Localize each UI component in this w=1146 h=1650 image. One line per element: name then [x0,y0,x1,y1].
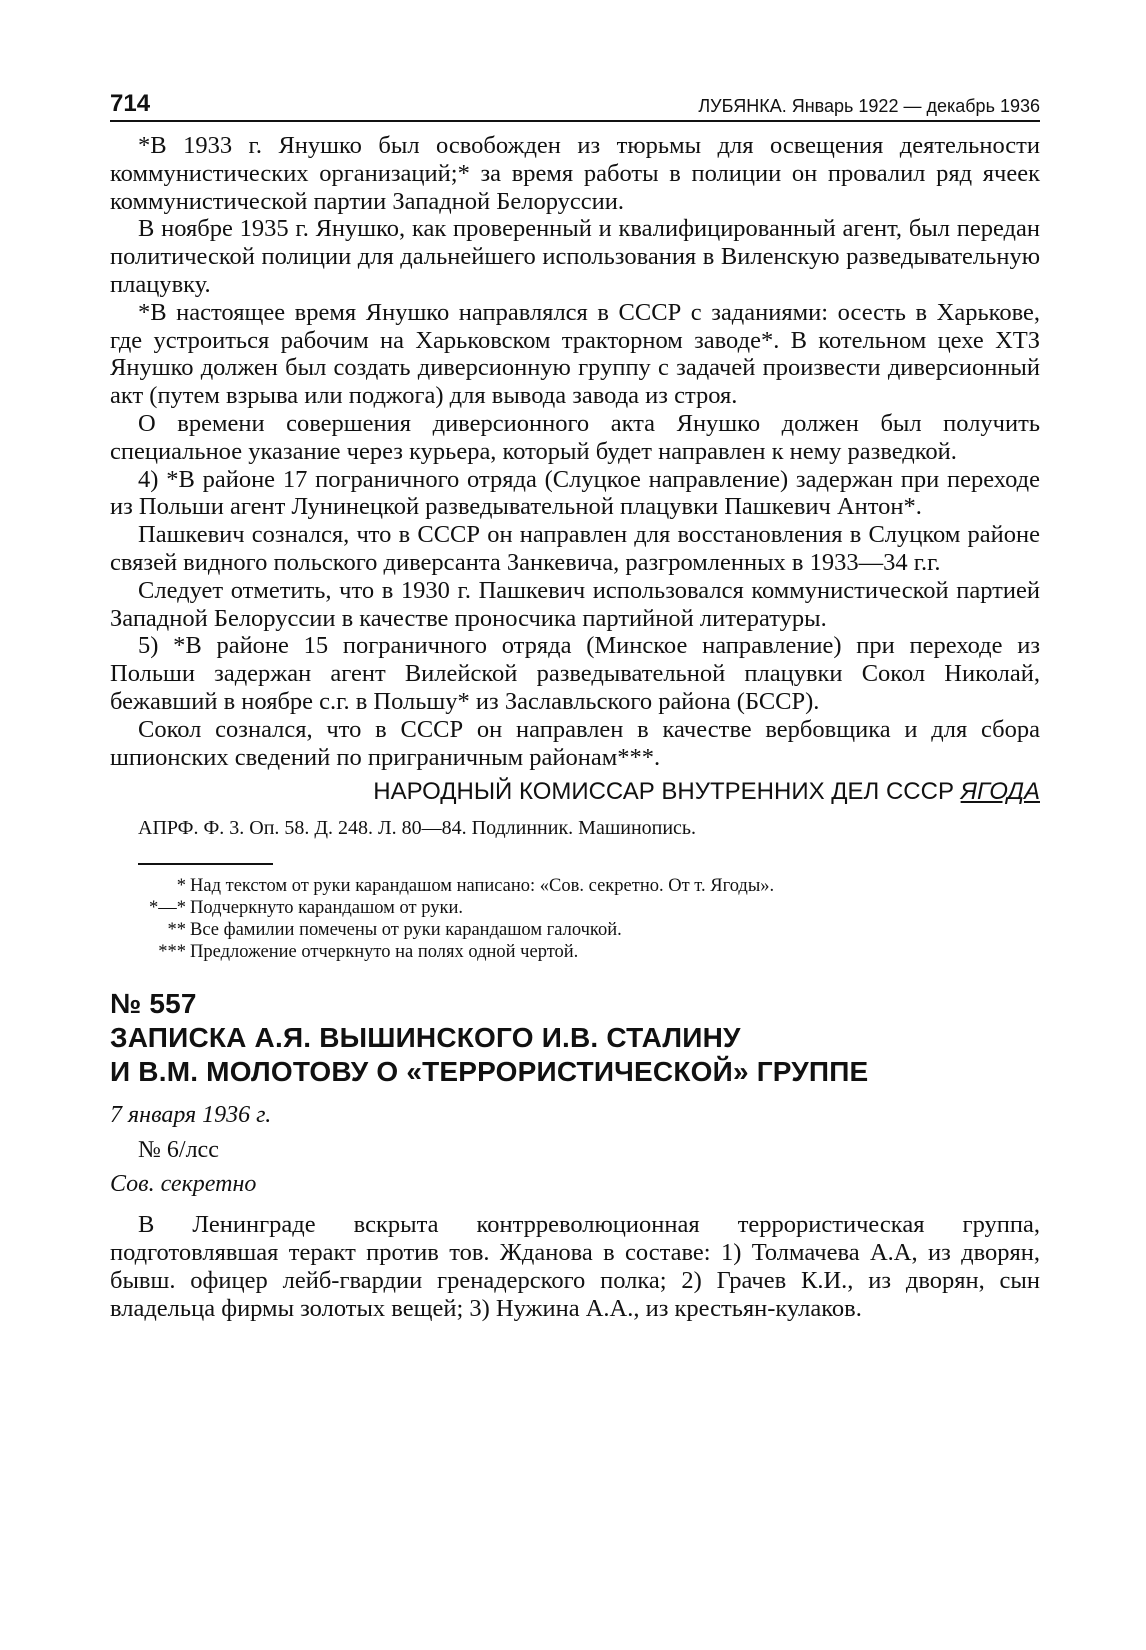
signatory-position: НАРОДНЫЙ КОМИССАР ВНУТРЕННИХ ДЕЛ СССР [373,778,954,806]
document-title-line-2: И В.М. МОЛОТОВУ О «ТЕРРОРИСТИЧЕСКОЙ» ГРУППЕ [110,1056,869,1088]
paragraph: В Ленинграде вскрыта контрреволюционная террористическая группа, подготовлявшая теракт против тов. Жданова в составе: 1) Толмачева А.А, из дворян, бывш. офицер лейб-гвардии гренадерского полка; 2) Грачев К.И., из дворян, сын владельца фирмы золотых вещей; 3) Нужина А.А., из крестьян-кулаков. [110,1211,1040,1322]
paragraph: 5) *В районе 15 пограничного отряда (Минское направление) при переходе из Польши задержан агент Вилейской разведывательной плацувки Сокол Николай, бежавший в ноябре с.г. в Польшу* из Заславльского района (БССР). [110,632,1040,715]
footnote [110,875,1040,897]
registration-number: № 6/лсс [138,1137,219,1164]
running-title: ЛУБЯНКА. Январь 1922 — декабрь 1936 [698,96,1040,116]
document-body [110,1211,1040,1322]
signatory-name: ЯГОДА [960,778,1040,806]
paragraph: *В настоящее время Янушко направлялся в СССР с заданиями: осесть в Харькове, где устроиться рабочим на Харьковском тракторном заводе*. В котельном цехе ХТЗ Янушко должен был создать диверсионную группу с задачей произвести диверсионный акт (путем взрыва или поджога) для вывода завода из строя. [110,298,1040,410]
paragraph: В ноябре 1935 г. Янушко, как проверенный и квалифицированный агент, был передан политической полиции для дальнейшего использования в Виленскую разведывательную плацувку. [110,215,1040,298]
footnote-mark: ** [167,920,186,941]
footnote-divider [138,863,273,865]
footnote-text: Предложение отчеркнуто на полях одной чертой. [190,942,579,963]
paragraph: *В 1933 г. Янушко был освобожден из тюрьмы для освещения деятельности коммунистических организаций;* за время работы в полиции он провалил ряд ячеек коммунистической партии Западной Белоруссии. [110,132,1040,215]
classification-stamp: Сов. секретно [110,1171,257,1198]
footnote-mark: *** [158,942,186,963]
page-number: 714 [110,90,151,117]
footnote-text: Над текстом от руки карандашом написано: «Сов. секретно. От т. Ягоды». [190,876,775,897]
document-heading [110,987,1040,1089]
document-date: 7 января 1936 г. [110,1102,272,1129]
footnote-text: Все фамилии помечены от руки карандашом галочкой. [190,920,622,941]
archive-source: АПРФ. Ф. 3. Оп. 58. Д. 248. Л. 80—84. Подлинник. Машинопись. [138,817,697,840]
paragraph: Пашкевич сознался, что в СССР он направлен для восстановления в Слуцком районе связей видного польского диверсанта Занкевича, разгромленных в 1933—34 г.г. [110,521,1040,576]
paragraph: 4) *В районе 17 пограничного отряда (Слуцкое направление) задержан при переходе из Польши агент Лунинецкой разведывательной плацувки Пашкевич Антон*. [110,465,1040,521]
footnote [110,941,1040,963]
document-number: № 557 [110,988,197,1020]
book-page [110,92,1040,1323]
report-text [110,132,1040,771]
paragraph: Сокол сознался, что в СССР он направлен в качестве вербовщика и для сбора шпионских сведений по приграничным районам***. [110,715,1040,771]
footnote-mark: *—* [149,898,186,919]
paragraph: О времени совершения диверсионного акта Янушко должен был получить специальное указание через курьера, который будет направлен к нему разведкой. [110,409,1040,465]
footnote-mark: * [176,876,186,897]
footnote [110,919,1040,941]
document-title-line-1: ЗАПИСКА А.Я. ВЫШИНСКОГО И.В. СТАЛИНУ [110,1022,741,1054]
paragraph: Следует отметить, что в 1930 г. Пашкевич использовался коммунистической партией Западной Белоруссии в качестве проносчика партийной литературы. [110,576,1040,632]
footnotes [110,875,1040,963]
page-header [110,92,1040,122]
footnote [110,897,1040,919]
signature-line [110,777,1040,807]
footnote-text: Подчеркнуто карандашом от руки. [190,898,463,919]
